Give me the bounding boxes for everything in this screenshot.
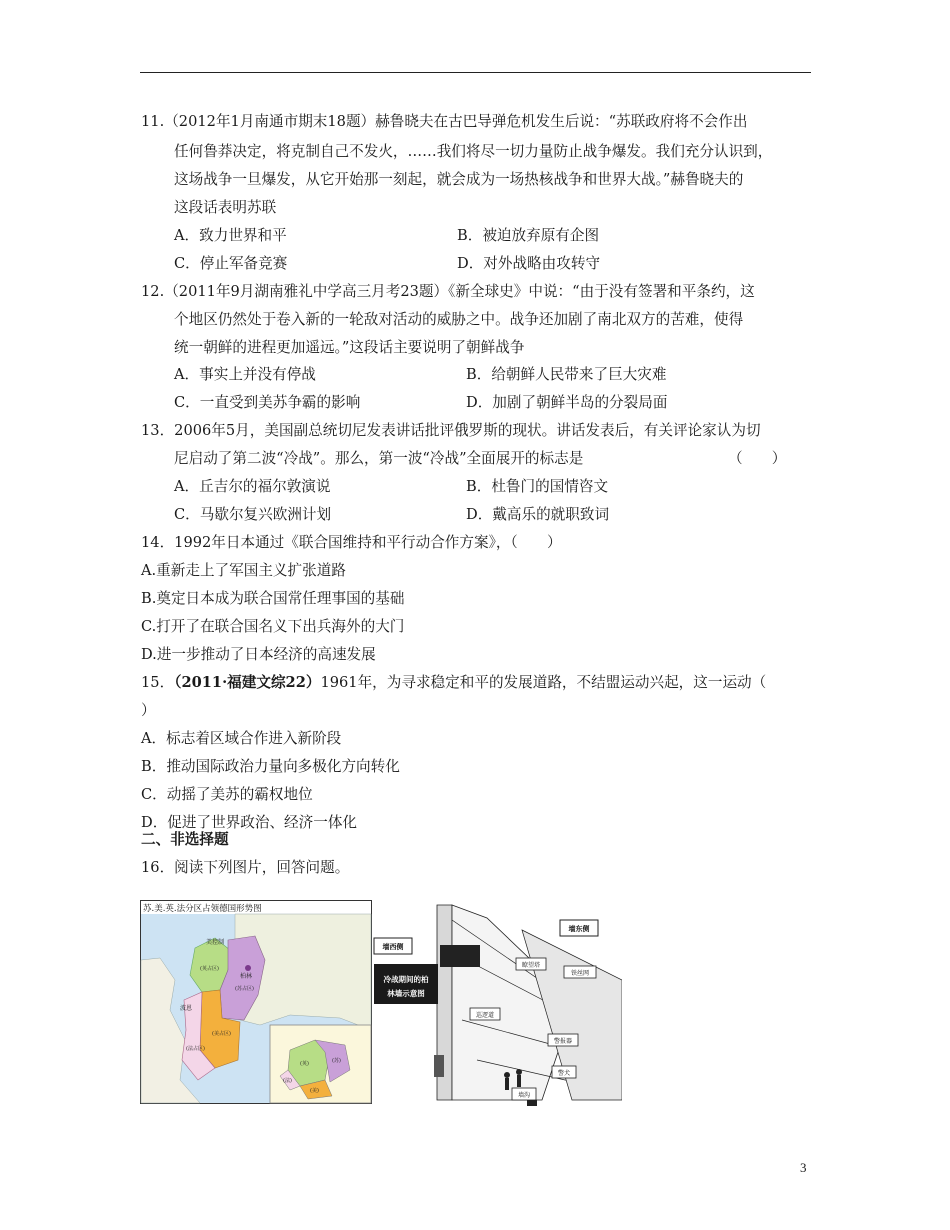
question-16-stem: 16．阅读下列图片，回答问题。 <box>141 859 350 876</box>
map-label-5: (法占区) <box>186 1046 205 1052</box>
map-label-2: (苏占区) <box>235 986 254 992</box>
question-13-answer-bracket: （ ） <box>728 450 787 467</box>
question-15-stem: 1961年，为寻求稳定和平的发展道路，不结盟运动兴起，这一运动（ <box>320 674 767 691</box>
question-12-line-1: 12.（2011年9月湖南雅礼中学高三月考23题）《新全球史》中说：“由于没有签署和平条约，这 <box>141 283 755 300</box>
question-13-option-c: C．马歇尔复兴欧洲计划 <box>174 506 332 523</box>
map-label-10: (法) <box>283 1078 292 1084</box>
question-11-line-3: 这场战争一旦爆发，从它开始那一刻起，就会成为一场热核战争和世界大战。”赫鲁晓夫的 <box>174 171 744 188</box>
question-15-stem-line <box>141 673 766 693</box>
question-14-option-c: C.打开了在联合国名义下出兵海外的大门 <box>141 618 405 635</box>
question-13-option-b: B．杜鲁门的国情咨文 <box>466 478 609 495</box>
question-12-line-2: 个地区仍然处于卷入新的一轮敌对活动的威胁之中。战争还加剧了南北双方的苦难，使得 <box>174 311 744 328</box>
map-label-3: (英占区) <box>200 966 219 972</box>
question-15-option-c: C．动摇了美苏的霸权地位 <box>141 786 313 803</box>
question-14-option-a: A.重新走上了军国主义扩张道路 <box>141 562 346 579</box>
occupation-map-figure <box>140 900 372 1104</box>
map-label-1: 柏林 <box>240 973 253 980</box>
question-15-option-d: D．促进了世界政治、经济一体化 <box>141 814 358 831</box>
wall-title-line-1: 冷战期间的柏 <box>383 975 429 984</box>
question-11-option-d: D．对外战略由攻转守 <box>457 255 601 272</box>
question-12-option-d: D．加剧了朝鲜半岛的分裂局面 <box>466 394 668 411</box>
map-label-9: (美) <box>310 1088 319 1094</box>
map-label-0: 美控制 <box>206 939 225 946</box>
question-14-stem: 14．1992年日本通过《联合国维持和平行动合作方案》，（ ） <box>141 534 562 551</box>
wall-label-alarm: 警报器 <box>553 1038 573 1045</box>
question-13-option-a: A．丘吉尔的福尔敦演说 <box>174 478 331 495</box>
question-11-line-4: 这段话表明苏联 <box>174 199 277 216</box>
map-label-6: 波恩 <box>180 1005 193 1012</box>
question-12-option-c: C．一直受到美苏争霸的影响 <box>174 394 361 411</box>
wall-label-tower: 瞭望塔 <box>521 962 541 969</box>
wall-label-dog: 警犬 <box>557 1070 571 1077</box>
header-rule <box>140 72 811 73</box>
question-11-line-1: 11.（2012年1月南通市期末18题）赫鲁晓夫在古巴导弹危机发生后说：“苏联政府将不会作出 <box>141 113 748 130</box>
question-15-close-paren: ） <box>141 702 156 719</box>
question-15-source: （2011·福建文综22） <box>174 674 321 691</box>
question-15-option-a: A．标志着区域合作进入新阶段 <box>141 730 342 747</box>
map-label-4: (美占区) <box>212 1031 231 1037</box>
map-label-8: (英) <box>300 1061 309 1067</box>
section-2-heading: 二、非选择题 <box>141 831 229 848</box>
map-label-7: (苏) <box>332 1058 341 1064</box>
question-12-line-3: 统一朝鲜的进程更加遥远。”这段话主要说明了朝鲜战争 <box>174 339 525 356</box>
berlin-marker <box>245 965 251 971</box>
question-11-option-a: A．致力世界和平 <box>174 227 287 244</box>
question-15-number: 15． <box>141 674 175 691</box>
page-number: 3 <box>800 1160 807 1175</box>
question-14-option-d: D.进一步推动了日本经济的高速发展 <box>141 646 376 663</box>
question-13-option-d: D．戴高乐的就职致词 <box>466 506 610 523</box>
question-12-option-b: B．给朝鲜人民带来了巨大灾难 <box>466 366 667 383</box>
question-15-option-b: B．推动国际政治力量向多极化方向转化 <box>141 758 400 775</box>
wall-label-ditch: 墙沟 <box>517 1092 531 1099</box>
wall-title-line-2: 林墙示意图 <box>387 989 425 998</box>
wall-label-patrol: 巡逻道 <box>475 1012 495 1019</box>
question-11-option-b: B．被迫放弃原有企图 <box>457 227 600 244</box>
question-12-option-a: A．事实上并没有停战 <box>174 366 316 383</box>
question-13-line-2: 尼启动了第二波“冷战”。那么，第一波“冷战”全面展开的标志是 <box>174 450 584 467</box>
wall-label-west: 墙西侧 <box>382 943 404 951</box>
wall-label-east: 墙东侧 <box>568 925 590 933</box>
question-14-option-b: B.奠定日本成为联合国常任理事国的基础 <box>141 590 405 607</box>
map-title: 苏.美.英.法分区占领德国形势图 <box>143 904 262 914</box>
question-13-line-1: 13．2006年5月，美国副总统切尼发表讲话批评俄罗斯的现状。讲话发表后，有关评论家认为切 <box>141 422 761 439</box>
question-11-option-c: C．停止军备竞赛 <box>174 255 288 272</box>
wall-label-wire: 铁丝网 <box>570 970 590 977</box>
berlin-wall-figure <box>372 900 622 1110</box>
question-11-line-2: 任何鲁莽决定，将克制自己不发火，……我们将尽一切力量防止战争爆发。我们充分认识到， <box>174 143 773 160</box>
